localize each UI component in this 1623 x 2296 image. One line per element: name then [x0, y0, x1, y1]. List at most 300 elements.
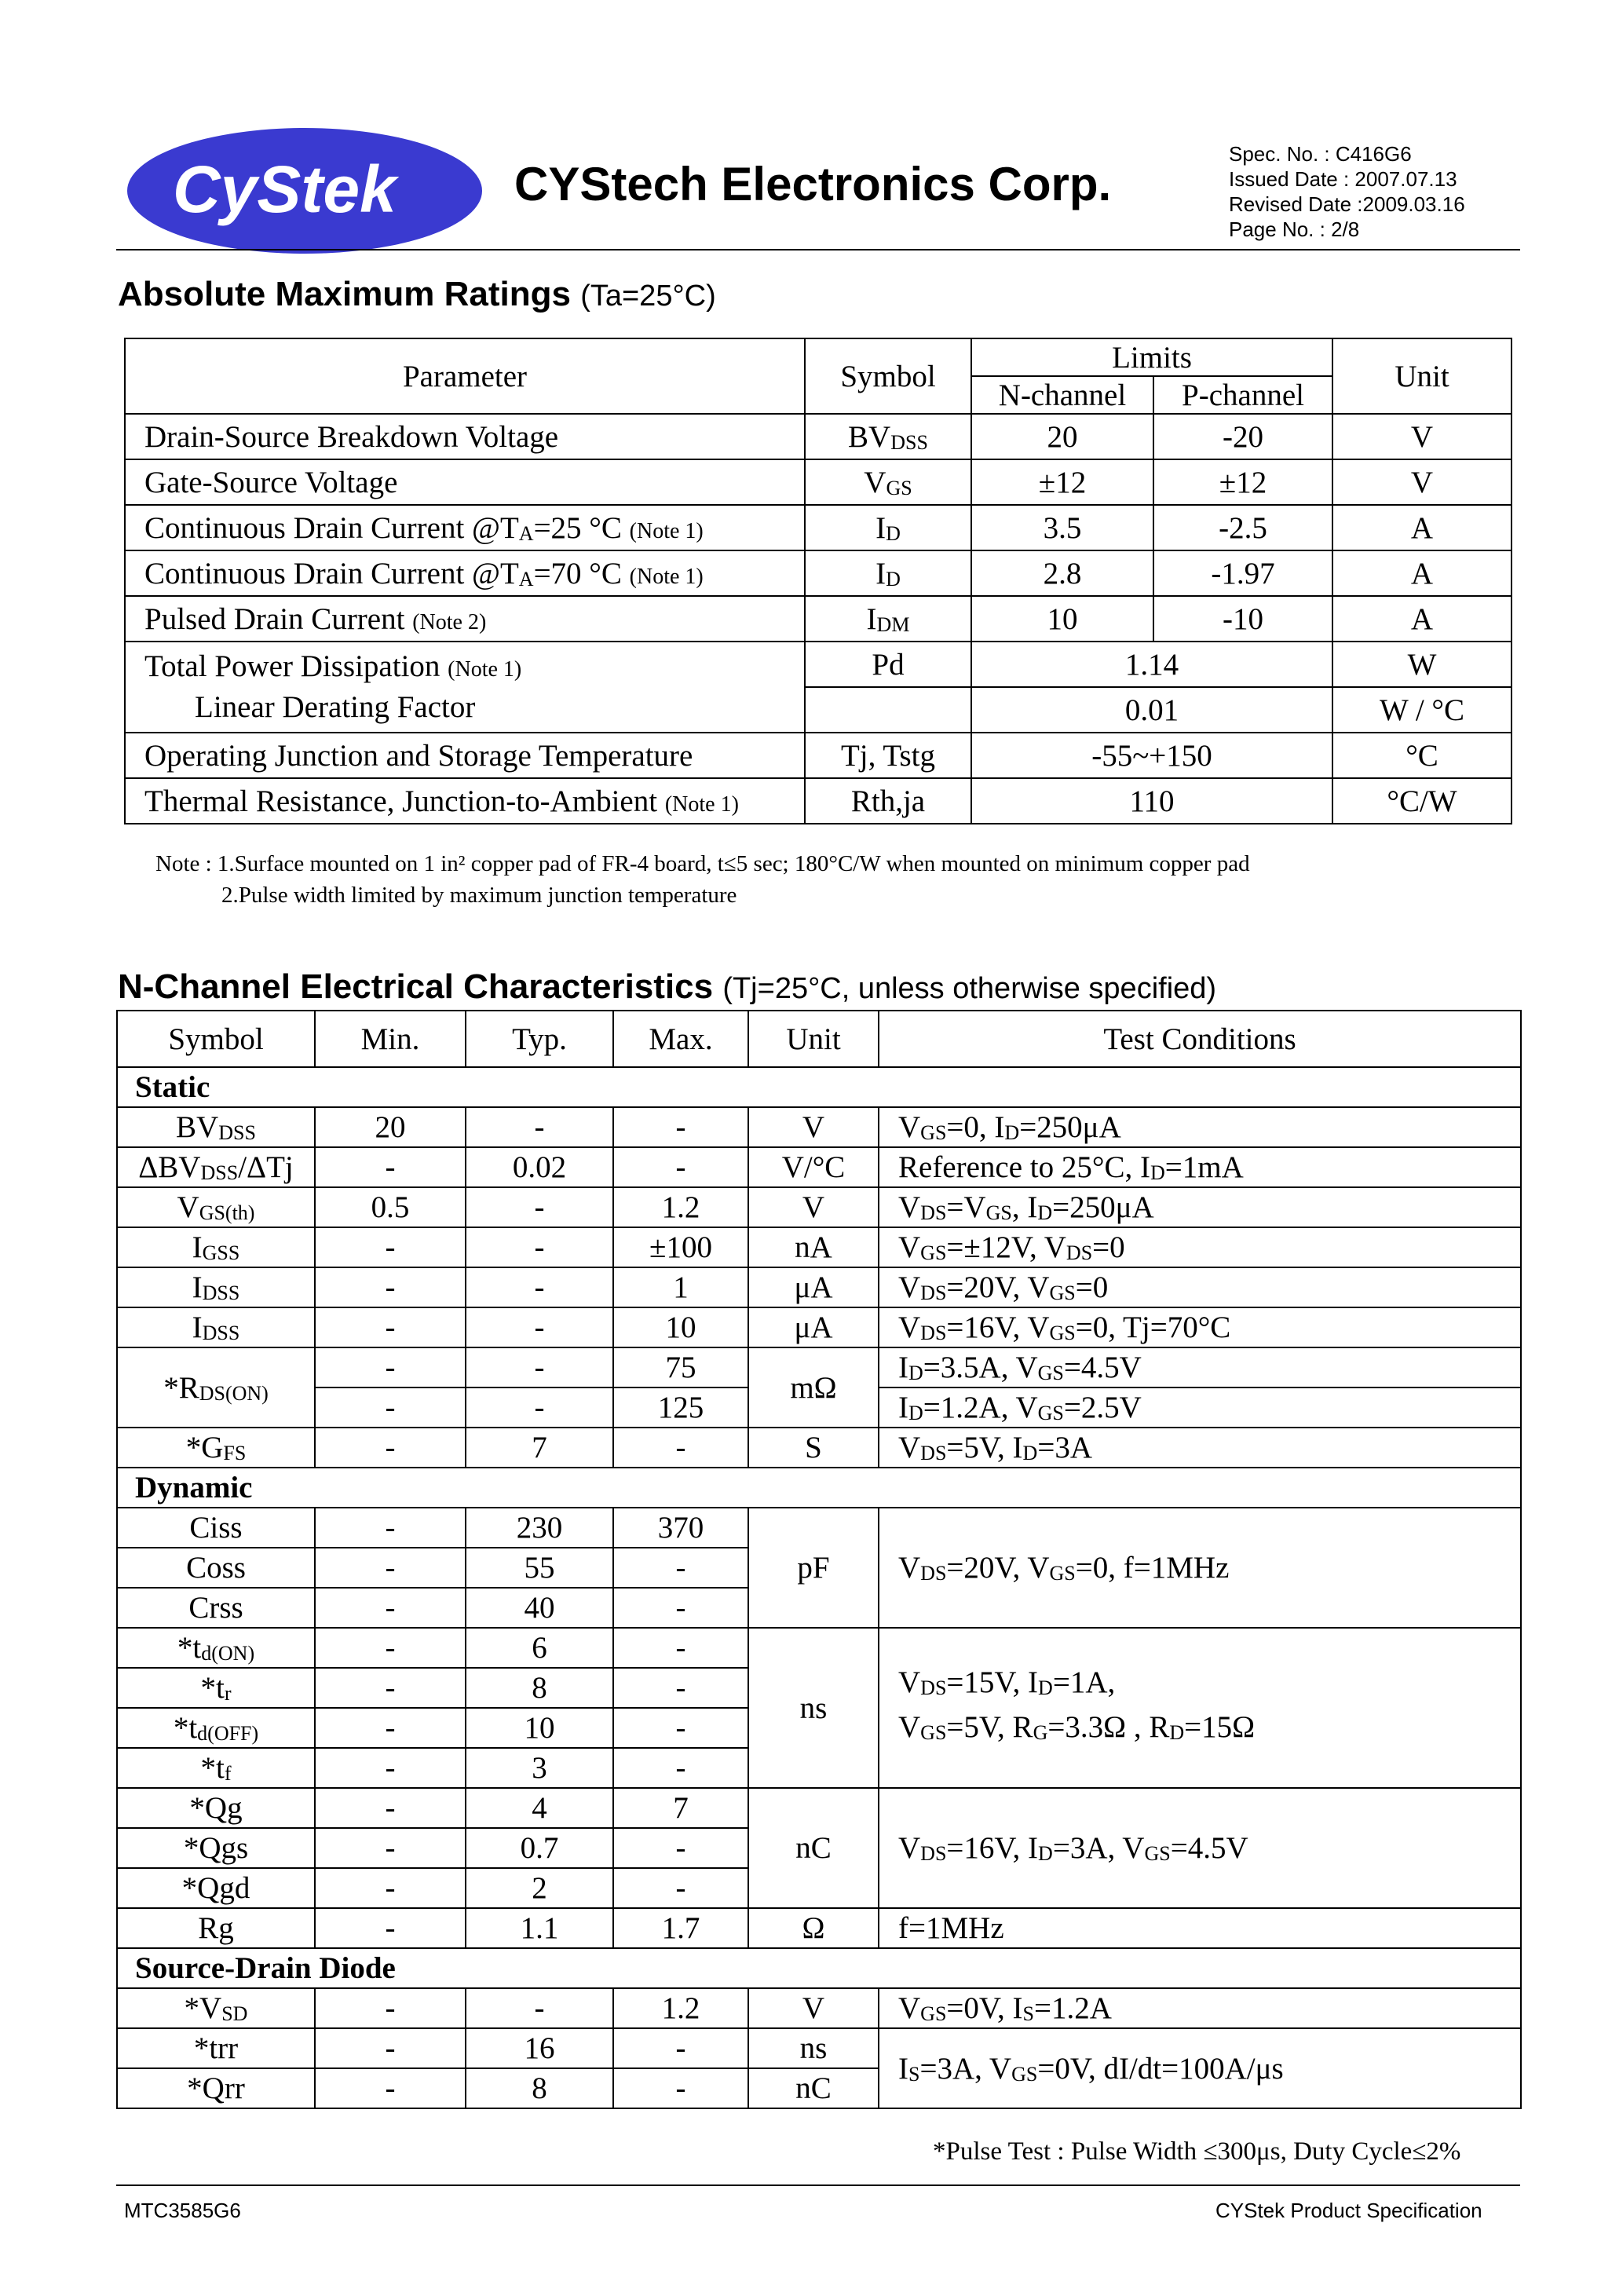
symbol-sub: DM: [876, 612, 910, 636]
header-unit: Unit: [1332, 338, 1512, 414]
max-cell: 1.2: [613, 1988, 748, 2028]
symbol-sub: FS: [223, 1442, 247, 1464]
section-row: [117, 1468, 1521, 1508]
symbol-text: *t: [177, 1631, 202, 1665]
min-cell: -: [315, 1748, 466, 1788]
section-source-drain-diode: Source-Drain Diode: [117, 1948, 1521, 1988]
symbol-text: ΔBV: [138, 1150, 201, 1184]
symbol-text-b: /ΔTj: [238, 1150, 294, 1184]
table-row: [125, 505, 1512, 550]
param-cell: [125, 550, 805, 596]
max-cell: -: [613, 1548, 748, 1588]
p-value: ±12: [1153, 459, 1332, 505]
unit-cell: V/°C: [748, 1147, 879, 1187]
symbol-text: *G: [185, 1431, 224, 1464]
table-row: [117, 1347, 1521, 1387]
symbol-cell: [117, 1307, 315, 1347]
cond-text: V: [898, 1710, 921, 1744]
param-sub: A: [518, 567, 534, 590]
cond-sub: GS: [1049, 1281, 1076, 1304]
symbol-sub: DSS: [202, 1281, 240, 1304]
absolute-maximum-ratings-table: [124, 338, 1512, 824]
amr-title-text: Absolute Maximum Ratings: [118, 275, 571, 313]
max-cell: -: [613, 1628, 748, 1668]
cond-text: =1.2A, V: [923, 1391, 1038, 1424]
min-cell: -: [315, 1387, 466, 1428]
symbol-cell: [805, 459, 971, 505]
cond-text: =20V, V: [946, 1551, 1050, 1585]
unit-cell: °C: [1332, 733, 1512, 778]
min-cell: -: [315, 1548, 466, 1588]
symbol-sub: d(OFF): [197, 1722, 259, 1745]
symbol-cell: *Qg: [117, 1788, 315, 1828]
unit-cell: V: [1332, 459, 1512, 505]
symbol-cell: [117, 1147, 315, 1187]
max-cell: -: [613, 1668, 748, 1708]
cond-text: =3.3Ω , R: [1047, 1710, 1170, 1744]
symbol-text: *R: [163, 1370, 199, 1405]
typ-cell: 55: [466, 1548, 613, 1588]
symbol-cell: [117, 1107, 315, 1147]
cond-text: =2.5V: [1063, 1391, 1142, 1424]
unit-cell: W: [1332, 642, 1512, 687]
symbol-cell: [805, 687, 971, 733]
max-cell: -: [613, 2028, 748, 2068]
header-typ: Typ.: [466, 1011, 613, 1067]
cond-sub: GS: [1037, 1402, 1064, 1424]
typ-cell: -: [466, 1227, 613, 1267]
table-row: [117, 1788, 1521, 1828]
typ-cell: -: [466, 1387, 613, 1428]
cond-text: =16V, I: [946, 1831, 1039, 1865]
symbol-sub: r: [224, 1682, 232, 1705]
typ-cell: 4: [466, 1788, 613, 1828]
cond-text: =250μA: [1052, 1190, 1154, 1224]
limit-value: 1.14: [971, 642, 1332, 687]
spec-block: [1229, 141, 1465, 242]
symbol-sub: DSS: [890, 430, 928, 454]
max-cell: 1: [613, 1267, 748, 1307]
limit-value: -55~+150: [971, 733, 1332, 778]
param-cell: [125, 596, 805, 642]
table-header-row: [125, 338, 1512, 376]
table-row: [117, 1988, 1521, 2028]
max-cell: ±100: [613, 1227, 748, 1267]
n-value: 3.5: [971, 505, 1153, 550]
symbol-sub: DSS: [202, 1322, 240, 1344]
min-cell: -: [315, 1267, 466, 1307]
min-cell: 0.5: [315, 1187, 466, 1227]
symbol-cell: *Qgd: [117, 1868, 315, 1908]
param-text: Total Power Dissipation: [144, 649, 440, 683]
param-text: Continuous Drain Current @T: [144, 510, 519, 545]
n-channel-characteristics-table: [116, 1010, 1522, 2109]
unit-cell: V: [748, 1187, 879, 1227]
cond-sub: D: [1038, 1676, 1053, 1699]
symbol-cell: [117, 1668, 315, 1708]
cond-sub: D: [1037, 1201, 1053, 1224]
symbol-text: I: [192, 1270, 203, 1304]
cond-text: =±12V, V: [946, 1230, 1066, 1264]
n-value: 20: [971, 414, 1153, 459]
cond-sub: D: [1004, 1121, 1020, 1144]
unit-cell: pF: [748, 1508, 879, 1628]
param-sub: A: [518, 521, 534, 545]
cond-text: V: [898, 1311, 921, 1344]
min-cell: -: [315, 1508, 466, 1548]
cond-sub: DS: [1066, 1241, 1093, 1264]
symbol-sub: GS: [886, 476, 912, 499]
table-row: [117, 1187, 1521, 1227]
condition-cell: [879, 1147, 1521, 1187]
symbol-cell: Ciss: [117, 1508, 315, 1548]
cond-sub: D: [908, 1362, 923, 1384]
unit-cell: A: [1332, 596, 1512, 642]
cond-sub: GS: [1144, 1842, 1171, 1865]
table-row: [117, 1267, 1521, 1307]
p-value: -1.97: [1153, 550, 1332, 596]
footer-divider: [116, 2184, 1520, 2186]
header-n-channel: N-channel: [971, 376, 1153, 414]
unit-cell: nC: [748, 2068, 879, 2108]
cond-text: V: [898, 1230, 921, 1264]
symbol-cell: Rg: [117, 1908, 315, 1948]
max-cell: -: [613, 1868, 748, 1908]
typ-cell: 2: [466, 1868, 613, 1908]
typ-cell: 230: [466, 1508, 613, 1548]
amr-notes: [155, 848, 1250, 911]
min-cell: -: [315, 1307, 466, 1347]
min-cell: -: [315, 1428, 466, 1468]
cond-sub: DS: [920, 1322, 947, 1344]
typ-cell: -: [466, 1307, 613, 1347]
param-note: (Note 1): [629, 564, 704, 589]
note-1: Note : 1.Surface mounted on 1 in² copper pad of FR-4 board, t≤5 sec; 180°C/W when mounted on minimum copper pad: [155, 851, 1250, 876]
symbol-sub: DS(ON): [199, 1381, 269, 1405]
table-row: [117, 1508, 1521, 1548]
symbol-cell: [117, 1628, 315, 1668]
min-cell: -: [315, 1147, 466, 1187]
table-row: [117, 2028, 1521, 2068]
cond-text: I: [898, 1391, 908, 1424]
param-note: (Note 1): [664, 792, 739, 817]
condition-cell: f=1MHz: [879, 1908, 1521, 1948]
limit-value: 110: [971, 778, 1332, 824]
cond-text: =V: [946, 1190, 986, 1224]
table-row: [125, 642, 1512, 687]
table-row: [117, 1227, 1521, 1267]
nch-title-text: N-Channel Electrical Characteristics: [118, 967, 714, 1006]
min-cell: 20: [315, 1107, 466, 1147]
header-unit: Unit: [748, 1011, 879, 1067]
symbol-text: I: [866, 601, 877, 636]
cond-sub: D: [1150, 1161, 1165, 1184]
header-test-conditions: Test Conditions: [879, 1011, 1521, 1067]
unit-cell: ns: [748, 1628, 879, 1788]
typ-cell: 8: [466, 1668, 613, 1708]
max-cell: 125: [613, 1387, 748, 1428]
symbol-cell: [117, 1988, 315, 2028]
param-text: Gate-Source Voltage: [144, 465, 398, 499]
unit-cell: W / °C: [1332, 687, 1512, 733]
typ-cell: -: [466, 1187, 613, 1227]
symbol-text: *t: [173, 1711, 198, 1745]
unit-cell: °C/W: [1332, 778, 1512, 824]
param-note: (Note 2): [412, 609, 487, 634]
cond-text: V: [898, 1991, 921, 2025]
min-cell: -: [315, 1668, 466, 1708]
typ-cell: -: [466, 1988, 613, 2028]
condition-cell: [879, 1508, 1521, 1628]
cond-sub: GS: [1011, 2062, 1038, 2086]
cond-text: =5V, R: [946, 1710, 1033, 1744]
param-text-derating: Linear Derating Factor: [195, 690, 476, 724]
symbol-cell: *Qgs: [117, 1828, 315, 1868]
n-value: ±12: [971, 459, 1153, 505]
p-value: -10: [1153, 596, 1332, 642]
header-max: Max.: [613, 1011, 748, 1067]
symbol-cell: Crss: [117, 1588, 315, 1628]
condition-cell: [879, 1267, 1521, 1307]
amr-condition: (Ta=25°C): [580, 280, 716, 313]
amr-title: [118, 275, 716, 314]
unit-cell: A: [1332, 550, 1512, 596]
cond-text: =1.2A: [1034, 1991, 1112, 2025]
symbol-text: BV: [176, 1110, 219, 1144]
table-row: [117, 1908, 1521, 1948]
header-symbol: Symbol: [117, 1011, 315, 1067]
cond-text: =15V, I: [946, 1665, 1039, 1699]
max-cell: 370: [613, 1508, 748, 1548]
condition-cell: [879, 1307, 1521, 1347]
max-cell: -: [613, 1708, 748, 1748]
symbol-text: I: [875, 556, 886, 590]
min-cell: -: [315, 1628, 466, 1668]
cond-text: =0, Tj=70°C: [1075, 1311, 1231, 1344]
nch-title: [118, 967, 1216, 1007]
symbol-cell: [805, 550, 971, 596]
header-p-channel: P-channel: [1153, 376, 1332, 414]
symbol-cell: [117, 1227, 315, 1267]
cond-text: =3A, V: [1052, 1831, 1145, 1865]
max-cell: 7: [613, 1788, 748, 1828]
max-cell: -: [613, 1107, 748, 1147]
min-cell: -: [315, 1908, 466, 1948]
table-row: [125, 550, 1512, 596]
param-note: (Note 1): [448, 657, 522, 682]
typ-cell: 8: [466, 2068, 613, 2108]
cond-text: =0V, dI/dt=100A/μs: [1037, 2051, 1284, 2086]
footer-part-number: MTC3585G6: [124, 2199, 241, 2222]
cond-sub: G: [1033, 1721, 1048, 1744]
unit-cell: nA: [748, 1227, 879, 1267]
table-row: [117, 1147, 1521, 1187]
symbol-sub: f: [224, 1762, 232, 1785]
symbol-text: *t: [200, 1751, 225, 1785]
note-2: 2.Pulse width limited by maximum junction temperature: [221, 883, 737, 908]
cond-text: V: [898, 1665, 921, 1699]
symbol-cell: [117, 1267, 315, 1307]
issued-date: Issued Date : 2007.07.13: [1229, 167, 1457, 191]
symbol-cell: *trr: [117, 2028, 315, 2068]
symbol-text: I: [192, 1311, 203, 1344]
unit-cell: μA: [748, 1307, 879, 1347]
symbol-cell: [805, 596, 971, 642]
symbol-sub: D: [886, 567, 901, 590]
table-row: [125, 459, 1512, 505]
min-cell: -: [315, 2028, 466, 2068]
table-row: [117, 1628, 1521, 1668]
cond-sub: GS: [920, 1721, 947, 1744]
symbol-cell: [805, 414, 971, 459]
cond-text: =3A: [1037, 1431, 1092, 1464]
param-text: Drain-Source Breakdown Voltage: [144, 419, 559, 454]
param-text-b: =70 °C: [533, 556, 622, 590]
typ-cell: 0.02: [466, 1147, 613, 1187]
symbol-cell: [117, 1187, 315, 1227]
unit-cell: A: [1332, 505, 1512, 550]
cond-sub: GS: [920, 1121, 947, 1144]
symbol-sub: GSS: [202, 1241, 240, 1264]
min-cell: -: [315, 1588, 466, 1628]
cond-text: =3.5A, V: [923, 1351, 1038, 1384]
param-text: Pulsed Drain Current: [144, 601, 405, 636]
symbol-text: V: [864, 465, 886, 499]
cond-text: V: [898, 1551, 921, 1585]
revised-date: Revised Date :2009.03.16: [1229, 192, 1465, 216]
min-cell: -: [315, 1988, 466, 2028]
symbol-cell: [805, 505, 971, 550]
cond-text: Reference to 25°C, I: [898, 1150, 1150, 1184]
header-limits: Limits: [971, 338, 1332, 376]
condition-cell: [879, 1788, 1521, 1908]
unit-cell: μA: [748, 1267, 879, 1307]
unit-cell: V: [748, 1988, 879, 2028]
symbol-text: I: [875, 510, 886, 545]
pulse-test-note: *Pulse Test : Pulse Width ≤300μs, Duty Cycle≤2%: [933, 2137, 1461, 2166]
symbol-cell: [117, 1748, 315, 1788]
max-cell: 10: [613, 1307, 748, 1347]
min-cell: -: [315, 1347, 466, 1387]
symbol-sub: DSS: [218, 1121, 256, 1144]
condition-cell: [879, 1628, 1521, 1788]
cond-sub: GS: [920, 2002, 947, 2025]
cond-text: =0V, I: [946, 1991, 1023, 2025]
condition-cell: [879, 1988, 1521, 2028]
table-row: [117, 1307, 1521, 1347]
cond-text: =3A, V: [919, 2051, 1012, 2086]
cond-sub: DS: [920, 1442, 947, 1464]
unit-cell: mΩ: [748, 1347, 879, 1428]
cond-text: =16V, V: [946, 1311, 1050, 1344]
max-cell: -: [613, 1748, 748, 1788]
cond-sub: DS: [920, 1201, 947, 1224]
min-cell: -: [315, 1227, 466, 1267]
max-cell: -: [613, 1588, 748, 1628]
cond-sub: D: [1169, 1721, 1185, 1744]
unit-cell: S: [748, 1428, 879, 1468]
cond-text: =0: [1092, 1230, 1125, 1264]
max-cell: 1.2: [613, 1187, 748, 1227]
cond-text: =250μA: [1019, 1110, 1121, 1144]
symbol-sub: DSS: [200, 1161, 239, 1184]
cond-text: V: [898, 1270, 921, 1304]
table-row: [125, 414, 1512, 459]
cond-sub: GS: [985, 1201, 1012, 1224]
symbol-cell: Rth,ja: [805, 778, 971, 824]
symbol-cell: [117, 1428, 315, 1468]
header-symbol: Symbol: [805, 338, 971, 414]
param-cell: [125, 642, 805, 733]
unit-cell: V: [1332, 414, 1512, 459]
typ-cell: 0.7: [466, 1828, 613, 1868]
param-cell: [125, 414, 805, 459]
symbol-cell: *Qrr: [117, 2068, 315, 2108]
cond-sub: D: [1022, 1442, 1038, 1464]
p-value: -20: [1153, 414, 1332, 459]
condition-cell: [879, 1107, 1521, 1147]
symbol-cell: Tj, Tstg: [805, 733, 971, 778]
cond-text: =1A,: [1052, 1665, 1116, 1699]
cond-sub: GS: [1049, 1322, 1076, 1344]
p-value: -2.5: [1153, 505, 1332, 550]
cond-sub: D: [1038, 1842, 1053, 1865]
header-parameter: Parameter: [125, 338, 805, 414]
max-cell: -: [613, 1147, 748, 1187]
symbol-cell: [117, 1708, 315, 1748]
n-value: 10: [971, 596, 1153, 642]
cond-text: =15Ω: [1184, 1710, 1256, 1744]
table-row: [117, 1107, 1521, 1147]
cond-sub: DS: [920, 1281, 947, 1304]
table-row: [125, 596, 1512, 642]
unit-cell: nC: [748, 1788, 879, 1908]
unit-cell: ns: [748, 2028, 879, 2068]
section-row: [117, 1067, 1521, 1107]
typ-cell: 1.1: [466, 1908, 613, 1948]
cond-text: V: [898, 1190, 921, 1224]
max-cell: 1.7: [613, 1908, 748, 1948]
cond-text: =20V, V: [946, 1270, 1050, 1304]
footer-product-spec: CYStek Product Specification: [1215, 2199, 1482, 2222]
cond-text: =1mA: [1164, 1150, 1244, 1184]
condition-cell: [879, 1428, 1521, 1468]
param-cell: [125, 778, 805, 824]
symbol-sub: SD: [221, 2002, 248, 2025]
table-header-row: [117, 1011, 1521, 1067]
cond-text: =4.5V: [1063, 1351, 1142, 1384]
cond-text: V: [898, 1431, 921, 1464]
unit-cell: Ω: [748, 1908, 879, 1948]
max-cell: 75: [613, 1347, 748, 1387]
typ-cell: 7: [466, 1428, 613, 1468]
page-number: Page No. : 2/8: [1229, 218, 1360, 241]
symbol-text: I: [192, 1230, 203, 1264]
cond-sub: S: [1022, 2002, 1035, 2025]
cond-text: =0: [1075, 1270, 1109, 1304]
min-cell: -: [315, 1708, 466, 1748]
cond-sub: GS: [1037, 1362, 1064, 1384]
nch-condition: (Tj=25°C, unless otherwise specified): [722, 972, 1217, 1005]
typ-cell: 3: [466, 1748, 613, 1788]
logo-text: CyStek: [173, 152, 397, 226]
symbol-text: V: [177, 1190, 199, 1224]
table-row: [125, 778, 1512, 824]
max-cell: -: [613, 1428, 748, 1468]
cond-sub: GS: [1049, 1562, 1076, 1585]
typ-cell: -: [466, 1107, 613, 1147]
symbol-sub: GS(th): [199, 1201, 255, 1224]
